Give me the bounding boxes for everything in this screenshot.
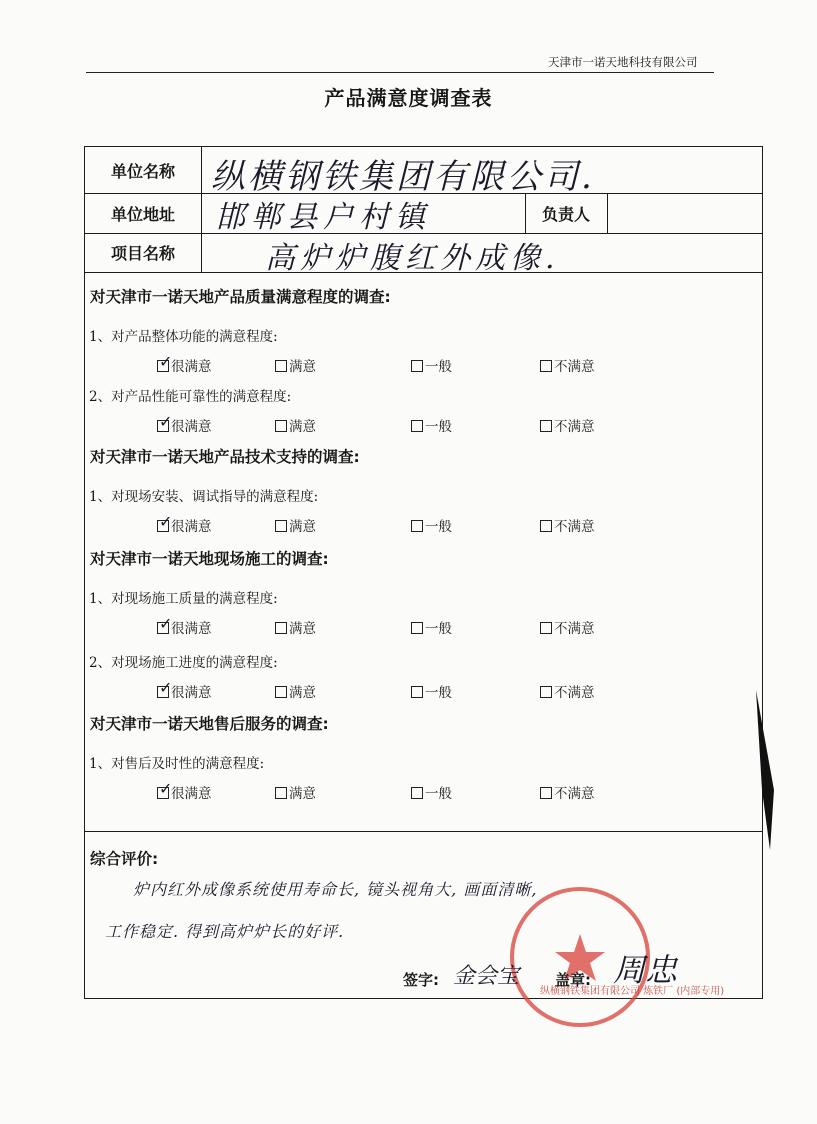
option-label: 不满意 bbox=[554, 685, 595, 701]
option-label: 很满意 bbox=[171, 685, 212, 701]
checkbox[interactable] bbox=[411, 520, 423, 532]
sign-value[interactable]: 金会宝 bbox=[453, 964, 520, 989]
option-dissatisfied[interactable] bbox=[540, 782, 595, 802]
option-label: 满意 bbox=[289, 786, 316, 802]
survey-form bbox=[84, 146, 763, 999]
unit-address-value[interactable]: 邯郸县户村镇 bbox=[215, 200, 431, 235]
option-label: 一般 bbox=[425, 786, 452, 802]
page-title: 产品满意度调查表 bbox=[324, 86, 493, 110]
option-label: 很满意 bbox=[171, 519, 212, 535]
checkbox[interactable] bbox=[411, 686, 423, 698]
row-divider bbox=[85, 831, 762, 832]
checked-checkbox[interactable] bbox=[157, 512, 173, 532]
checked-checkbox[interactable] bbox=[157, 779, 173, 799]
checked-checkbox[interactable] bbox=[157, 412, 173, 432]
checked-checkbox[interactable] bbox=[157, 678, 173, 698]
option-label: 很满意 bbox=[171, 621, 212, 637]
header-rule bbox=[86, 72, 714, 73]
question-text: 1、对售后及时性的满意程度: bbox=[89, 756, 265, 772]
question-text: 1、对现场施工质量的满意程度: bbox=[89, 591, 278, 607]
column-divider bbox=[607, 193, 608, 233]
option-very-satisfied[interactable] bbox=[157, 779, 212, 802]
option-label: 不满意 bbox=[554, 419, 595, 435]
option-label: 一般 bbox=[425, 419, 452, 435]
option-label: 一般 bbox=[425, 685, 452, 701]
checkbox[interactable] bbox=[540, 520, 552, 532]
question-text: 2、对产品性能可靠性的满意程度: bbox=[89, 389, 292, 405]
question-text: 2、对现场施工进度的满意程度: bbox=[89, 655, 278, 671]
option-label: 一般 bbox=[425, 519, 452, 535]
responsible-label: 负责人 bbox=[541, 205, 590, 224]
checkbox[interactable] bbox=[411, 622, 423, 634]
checkbox[interactable] bbox=[540, 787, 552, 799]
option-satisfied[interactable] bbox=[275, 681, 316, 701]
checkbox[interactable] bbox=[540, 360, 552, 372]
checkbox[interactable] bbox=[411, 360, 423, 372]
option-label: 很满意 bbox=[171, 786, 212, 802]
option-label: 满意 bbox=[289, 419, 316, 435]
option-dissatisfied[interactable] bbox=[540, 617, 595, 637]
seal-signature: 周忠 bbox=[613, 951, 678, 989]
checked-checkbox[interactable] bbox=[157, 614, 173, 634]
option-label: 很满意 bbox=[171, 419, 212, 435]
unit-name-value[interactable]: 纵横钢铁集团有限公司. bbox=[211, 157, 595, 197]
company-name: 天津市一诺天地科技有限公司 bbox=[548, 55, 698, 69]
check-mark-icon: ✓ bbox=[159, 412, 173, 431]
option-average[interactable] bbox=[411, 617, 452, 637]
option-very-satisfied[interactable] bbox=[157, 352, 212, 375]
checkbox[interactable] bbox=[275, 520, 287, 532]
section-title: 对天津市一诺天地现场施工的调查: bbox=[90, 550, 329, 568]
option-dissatisfied[interactable] bbox=[540, 355, 595, 375]
check-mark-icon: ✓ bbox=[159, 512, 173, 531]
check-mark-icon: ✓ bbox=[159, 614, 173, 633]
question-text: 1、对产品整体功能的满意程度: bbox=[89, 329, 278, 345]
section-title: 对天津市一诺天地售后服务的调查: bbox=[90, 715, 329, 733]
checkbox[interactable] bbox=[540, 420, 552, 432]
option-very-satisfied[interactable] bbox=[157, 614, 212, 637]
check-mark-icon: ✓ bbox=[159, 779, 173, 798]
option-label: 满意 bbox=[289, 685, 316, 701]
evaluation-line-1: 炉内红外成像系统使用寿命长, 镜头视角大, 画面清晰, bbox=[133, 880, 538, 899]
option-satisfied[interactable] bbox=[275, 782, 316, 802]
option-label: 很满意 bbox=[171, 359, 212, 375]
option-label: 不满意 bbox=[554, 786, 595, 802]
column-divider bbox=[201, 147, 202, 272]
option-satisfied[interactable] bbox=[275, 355, 316, 375]
option-very-satisfied[interactable] bbox=[157, 512, 212, 535]
option-dissatisfied[interactable] bbox=[540, 415, 595, 435]
checkbox[interactable] bbox=[275, 686, 287, 698]
option-dissatisfied[interactable] bbox=[540, 515, 595, 535]
option-average[interactable] bbox=[411, 681, 452, 701]
option-label: 满意 bbox=[289, 519, 316, 535]
option-label: 不满意 bbox=[554, 519, 595, 535]
unit-address-label: 单位地址 bbox=[110, 205, 175, 224]
evaluation-line-2: 工作稳定. 得到高炉炉长的好评. bbox=[105, 922, 345, 941]
seal-text: 纵横钢铁集团有限公司 炼铁厂 (内部专用) bbox=[540, 986, 725, 997]
checkbox[interactable] bbox=[540, 686, 552, 698]
option-label: 满意 bbox=[289, 621, 316, 637]
scan-shadow bbox=[748, 690, 778, 850]
check-mark-icon: ✓ bbox=[159, 678, 173, 697]
option-average[interactable] bbox=[411, 415, 452, 435]
option-label: 不满意 bbox=[554, 359, 595, 375]
option-satisfied[interactable] bbox=[275, 515, 316, 535]
option-label: 不满意 bbox=[554, 621, 595, 637]
sign-label: 签字: bbox=[403, 971, 439, 989]
option-label: 满意 bbox=[289, 359, 316, 375]
check-mark-icon: ✓ bbox=[159, 352, 173, 371]
checkbox[interactable] bbox=[275, 622, 287, 634]
checkbox[interactable] bbox=[275, 420, 287, 432]
section-title: 对天津市一诺天地产品质量满意程度的调查: bbox=[90, 288, 391, 306]
checked-checkbox[interactable] bbox=[157, 352, 173, 372]
option-average[interactable] bbox=[411, 782, 452, 802]
checkbox[interactable] bbox=[411, 787, 423, 799]
section-title: 对天津市一诺天地产品技术支持的调查: bbox=[90, 448, 360, 466]
option-satisfied[interactable] bbox=[275, 415, 316, 435]
option-label: 一般 bbox=[425, 621, 452, 637]
unit-name-label: 单位名称 bbox=[110, 162, 175, 181]
option-average[interactable] bbox=[411, 355, 452, 375]
option-average[interactable] bbox=[411, 515, 452, 535]
project-label: 项目名称 bbox=[110, 244, 175, 263]
seal-label: 盖章: bbox=[555, 971, 591, 989]
option-dissatisfied[interactable] bbox=[540, 681, 595, 701]
option-satisfied[interactable] bbox=[275, 617, 316, 637]
checkbox[interactable] bbox=[540, 622, 552, 634]
option-label: 一般 bbox=[425, 359, 452, 375]
checkbox[interactable] bbox=[275, 787, 287, 799]
checkbox[interactable] bbox=[275, 360, 287, 372]
option-very-satisfied[interactable] bbox=[157, 678, 212, 701]
evaluation-label: 综合评价: bbox=[90, 850, 159, 868]
checkbox[interactable] bbox=[411, 420, 423, 432]
option-very-satisfied[interactable] bbox=[157, 412, 212, 435]
project-value[interactable]: 高炉炉腹红外成像. bbox=[265, 241, 560, 276]
question-text: 1、对现场安装、调试指导的满意程度: bbox=[89, 489, 319, 505]
